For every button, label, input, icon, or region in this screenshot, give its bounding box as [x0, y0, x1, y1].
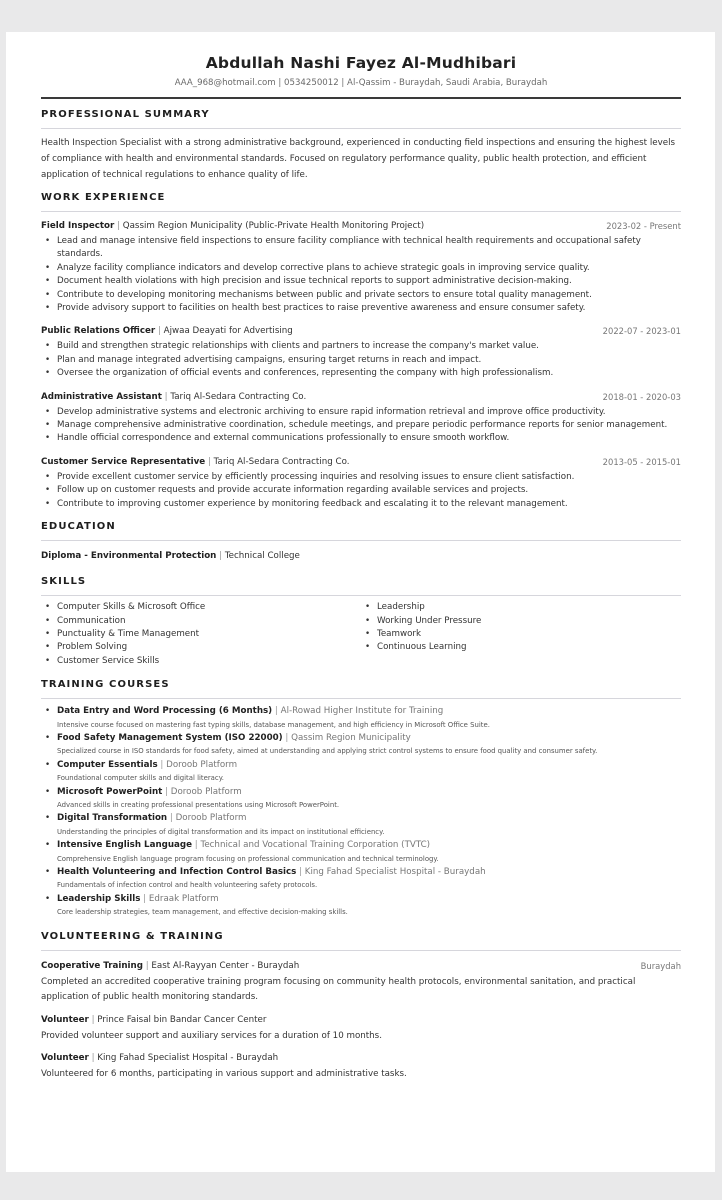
skill-item: • Problem Solving	[41, 641, 361, 654]
section-title-volunteering: VOLUNTEERING & TRAINING	[41, 930, 224, 942]
job-dates: 2022-07 - 2023-01	[602, 326, 681, 337]
contact-line: AAA_968@hotmail.com | 0534250012 | Al-Qassim - Buraydah, Saudi Arabia, Buraydah	[174, 78, 548, 88]
volunteer-entry: Volunteer | Prince Faisal bin Bandar Cancer Center Provided volunteer support and auxiliary services for a duration of 10 months.	[41, 1013, 681, 1045]
job-entry: Administrative Assistant | Tariq Al-Sedara Contracting Co. 2018-01 - 2020-03 • Develop administrative systems and electronic archiving to ensure rapid information retrieval and improve office productivity. • Manage comprehensive administrative coordination, schedule meetings, and prepare periodic performance reports for senior management. • Handle official correspondence and external communications professionally to ensure smooth workflow.	[41, 390, 681, 446]
job-bullet: • Provide excellent customer service by efficiently processing inquiries and resolving issues to ensure client satisfaction.	[41, 471, 681, 484]
course-description: Advanced skills in creating professional presentations using Microsoft PowerPoint.	[57, 800, 340, 809]
volunteering-section	[41, 930, 681, 1083]
skills-column-left	[41, 601, 361, 668]
course-institution: King Fahad Specialist Hospital - Buraydah	[304, 867, 486, 877]
job-employer: Ajwaa Deayati for Advertising	[163, 326, 293, 337]
volunteer-role: Cooperative Training	[41, 960, 143, 971]
job-bullet: • Analyze facility compliance indicators and develop corrective plans to achieve strategic goals in improving service quality.	[41, 262, 681, 275]
course-description: Comprehensive English language program focusing on professional communication and technical terminology.	[57, 854, 439, 863]
course-item: • Intensive English Language | Technical and Vocational Training Corporation (TVTC) Comprehensive English language program focusing on professional communication and technical terminology.	[41, 839, 681, 866]
job-employer: Tariq Al-Sedara Contracting Co.	[213, 456, 350, 467]
course-institution: Doroob Platform	[170, 786, 242, 797]
skills-section	[41, 575, 681, 668]
candidate-name: Abdullah Nashi Fayez Al-Mudhibari	[205, 54, 517, 72]
job-dates: 2023-02 - Present	[606, 221, 681, 231]
job-title: Public Relations Officer	[41, 326, 156, 337]
job-bullet: • Plan and manage integrated advertising campaigns, ensuring target returns in reach and impact.	[41, 354, 681, 367]
job-title: Customer Service Representative	[41, 456, 206, 467]
course-institution: Technical and Vocational Training Corporation (TVTC)	[200, 840, 431, 851]
course-institution: Edraak Platform	[148, 893, 219, 904]
course-title: Computer Essentials	[57, 759, 158, 770]
job-title: Administrative Assistant	[41, 391, 162, 402]
section-divider	[41, 950, 681, 951]
course-institution: Doroob Platform	[175, 813, 247, 824]
job-bullet: • Develop administrative systems and electronic archiving to ensure rapid information retrieval and improve office productivity.	[41, 406, 681, 419]
training-section	[41, 678, 681, 920]
education-section: EDUCATION Diploma - Environmental Protection | Technical College	[41, 520, 681, 563]
volunteer-role: Volunteer	[41, 1053, 89, 1064]
course-title: Data Entry and Word Processing (6 Months)	[57, 706, 273, 717]
header-divider	[41, 97, 681, 99]
course-description: Core leadership strategies, team management, and effective decision-making skills.	[57, 908, 348, 917]
volunteer-location: Buraydah	[640, 960, 681, 971]
job-bullet: • Follow up on customer requests and provide accurate information regarding available services and projects.	[41, 484, 681, 497]
volunteer-org: King Fahad Specialist Hospital - Buraydah	[97, 1053, 279, 1064]
course-description: Fundamentals of infection control and health volunteering safety protocols.	[57, 881, 318, 890]
course-description: Specialized course in ISO standards for food safety, aimed at understanding and applying strict control systems to ensure food quality and consumer safety.	[57, 747, 598, 756]
section-divider	[41, 128, 681, 129]
job-bullet: • Contribute to improving customer experience by monitoring feedback and escalating it to the relevant management.	[41, 498, 681, 511]
course-item: • Food Safety Management System (ISO 22000) | Qassim Region Municipality Specialized course in ISO standards for food safety, aimed at understanding and applying strict control systems to ensure food quality and consumer safety.	[41, 732, 681, 759]
volunteer-org: Prince Faisal bin Bandar Cancer Center	[97, 1014, 267, 1025]
course-institution: Doroob Platform	[166, 759, 238, 770]
school: Technical College	[224, 551, 300, 562]
section-divider	[41, 698, 681, 699]
job-dates: 2013-05 - 2015-01	[602, 456, 681, 467]
skills-column-right	[361, 601, 681, 668]
volunteer-entry: Cooperative Training | East Al-Rayyan Center - Buraydah Buraydah Completed an accredited cooperative training program focusing on community health protocols, environmental sanitation, and practical application of public health monitoring standards.	[41, 959, 681, 1006]
job-title: Field Inspector	[41, 221, 115, 231]
skill-item: • Leadership	[361, 601, 681, 614]
job-dates: 2018-01 - 2020-03	[602, 391, 681, 402]
job-bullet: • Handle official correspondence and external communications professionally to ensure smooth workflow.	[41, 432, 681, 445]
course-title: Microsoft PowerPoint	[57, 786, 163, 797]
course-description: Intensive course focused on mastering fast typing skills, database management, and high efficiency in Microsoft Office Suite.	[57, 720, 490, 729]
skill-item: • Customer Service Skills	[41, 655, 361, 668]
skill-item: • Punctuality & Time Management	[41, 628, 361, 641]
job-entry: Field Inspector | Qassim Region Municipality (Public-Private Health Monitoring Project) 2023-02 - Present • Lead and manage intensive field inspections to ensure facility compliance with technical health requirements and occupational safety standards. • Analyze facility compliance indicators and develop corrective plans to achieve strategic goals in improving service quality. • Document health violations with high precision and issue technical reports to support administrative decision-making. • Contribute to developing monitoring mechanisms between public and private sectors to ensure total quality management. • Provide advisory support to facilities on health best practices to raise preventive awareness and ensure consumer safety.	[41, 219, 681, 315]
job-bullet: • Build and strengthen strategic relationships with clients and partners to increase the company's market value.	[41, 340, 681, 353]
skill-item: • Teamwork	[361, 628, 681, 641]
volunteer-role: Volunteer	[41, 1014, 89, 1025]
section-divider	[41, 211, 681, 212]
course-title: Leadership Skills	[57, 893, 141, 904]
course-institution: Qassim Region Municipality	[291, 732, 411, 743]
volunteer-description: Provided volunteer support and auxiliary services for a duration of 10 months.	[41, 1030, 382, 1041]
course-item: • Microsoft PowerPoint | Doroob Platform Advanced skills in creating professional presentations using Microsoft PowerPoint.	[41, 786, 681, 813]
section-title-summary: PROFESSIONAL SUMMARY	[41, 109, 210, 120]
job-bullet: • Document health violations with high precision and issue technical reports to support administrative decision-making.	[41, 275, 681, 288]
job-entry: Public Relations Officer | Ajwaa Deayati for Advertising 2022-07 - 2023-01 • Build and strengthen strategic relationships with clients and partners to increase the company's market value. • Plan and manage integrated advertising campaigns, ensuring target returns in reach and impact. • Oversee the organization of official events and conferences, representing the company with high professionalism.	[41, 324, 681, 380]
section-divider	[41, 540, 681, 541]
course-description: Understanding the principles of digital transformation and its impact on institutional efficiency.	[57, 827, 385, 836]
course-description: Foundational computer skills and digital literacy.	[57, 774, 224, 783]
course-item: • Data Entry and Word Processing (6 Months) | Al-Rowad Higher Institute for Training Intensive course focused on mastering fast typing skills, database management, and high efficiency in Microsoft Office Suite.	[41, 705, 681, 732]
course-item: • Digital Transformation | Doroob Platform Understanding the principles of digital transformation and its impact on institutional efficiency.	[41, 812, 681, 839]
volunteer-entry: Volunteer | King Fahad Specialist Hospital - Buraydah Volunteered for 6 months, participating in various support and administrative tasks.	[41, 1051, 681, 1083]
job-bullet: • Oversee the organization of official events and conferences, representing the company with high professionalism.	[41, 367, 681, 380]
skill-item: • Communication	[41, 615, 361, 628]
section-title-education: EDUCATION	[41, 521, 116, 533]
skill-item: • Continuous Learning	[361, 641, 681, 654]
course-title: Intensive English Language	[57, 840, 193, 851]
course-institution: Al-Rowad Higher Institute for Training	[280, 706, 444, 717]
section-title-experience: WORK EXPERIENCE	[41, 192, 166, 203]
volunteer-org: East Al-Rayyan Center - Buraydah	[151, 960, 300, 971]
job-bullet: • Manage comprehensive administrative coordination, schedule meetings, and prepare periodic performance reports for senior management.	[41, 419, 681, 432]
summary-section	[41, 108, 681, 183]
resume-content	[41, 52, 681, 1083]
job-bullet: • Lead and manage intensive field inspections to ensure facility compliance with technical health requirements and occupational safety standards.	[41, 235, 681, 262]
experience-section	[41, 191, 681, 511]
section-title-skills: SKILLS	[41, 576, 87, 588]
volunteer-description: Completed an accredited cooperative training program focusing on community health protocols, environmental sanitation, and practical application of public health monitoring standards.	[41, 976, 636, 1003]
volunteer-description: Volunteered for 6 months, participating in various support and administrative tasks.	[41, 1069, 407, 1080]
course-item: • Computer Essentials | Doroob Platform Foundational computer skills and digital literacy.	[41, 759, 681, 786]
skill-item: • Working Under Pressure	[361, 615, 681, 628]
course-title: Health Volunteering and Infection Control Basics	[57, 867, 297, 877]
course-item: • Leadership Skills | Edraak Platform Core leadership strategies, team management, and effective decision-making skills.	[41, 893, 681, 920]
job-employer: Qassim Region Municipality (Public-Private Health Monitoring Project)	[122, 221, 425, 231]
course-item: • Health Volunteering and Infection Control Basics | King Fahad Specialist Hospital - Buraydah Fundamentals of infection control and health volunteering safety protocols.	[41, 866, 681, 893]
job-employer: Tariq Al-Sedara Contracting Co.	[170, 391, 307, 402]
section-title-training: TRAINING COURSES	[41, 679, 170, 691]
training-list	[41, 705, 681, 920]
job-bullet: • Contribute to developing monitoring mechanisms between public and private sectors to ensure total quality management.	[41, 289, 681, 302]
job-bullet: • Provide advisory support to facilities on health best practices to raise preventive awareness and ensure consumer safety.	[41, 302, 681, 315]
job-entry: Customer Service Representative | Tariq Al-Sedara Contracting Co. 2013-05 - 2015-01 • Provide excellent customer service by efficiently processing inquiries and resolving issues to ensure client satisfaction. • Follow up on customer requests and provide accurate information regarding available services and projects. • Contribute to improving customer experience by monitoring feedback and escalating it to the relevant management.	[41, 455, 681, 511]
summary-text: Health Inspection Specialist with a strong administrative background, experienced in conducting field inspections and ensuring the highest levels of compliance with health and environmental standards. Focused on regulatory performance quality, public health protection, and efficient application of technical regulations to enhance quality of life.	[41, 138, 676, 180]
resume-page	[6, 32, 715, 1172]
degree: Diploma - Environmental Protection	[41, 551, 217, 562]
course-title: Digital Transformation	[57, 813, 168, 824]
course-title: Food Safety Management System (ISO 22000)	[57, 732, 283, 743]
skill-item: • Computer Skills & Microsoft Office	[41, 601, 361, 614]
section-divider	[41, 595, 681, 596]
